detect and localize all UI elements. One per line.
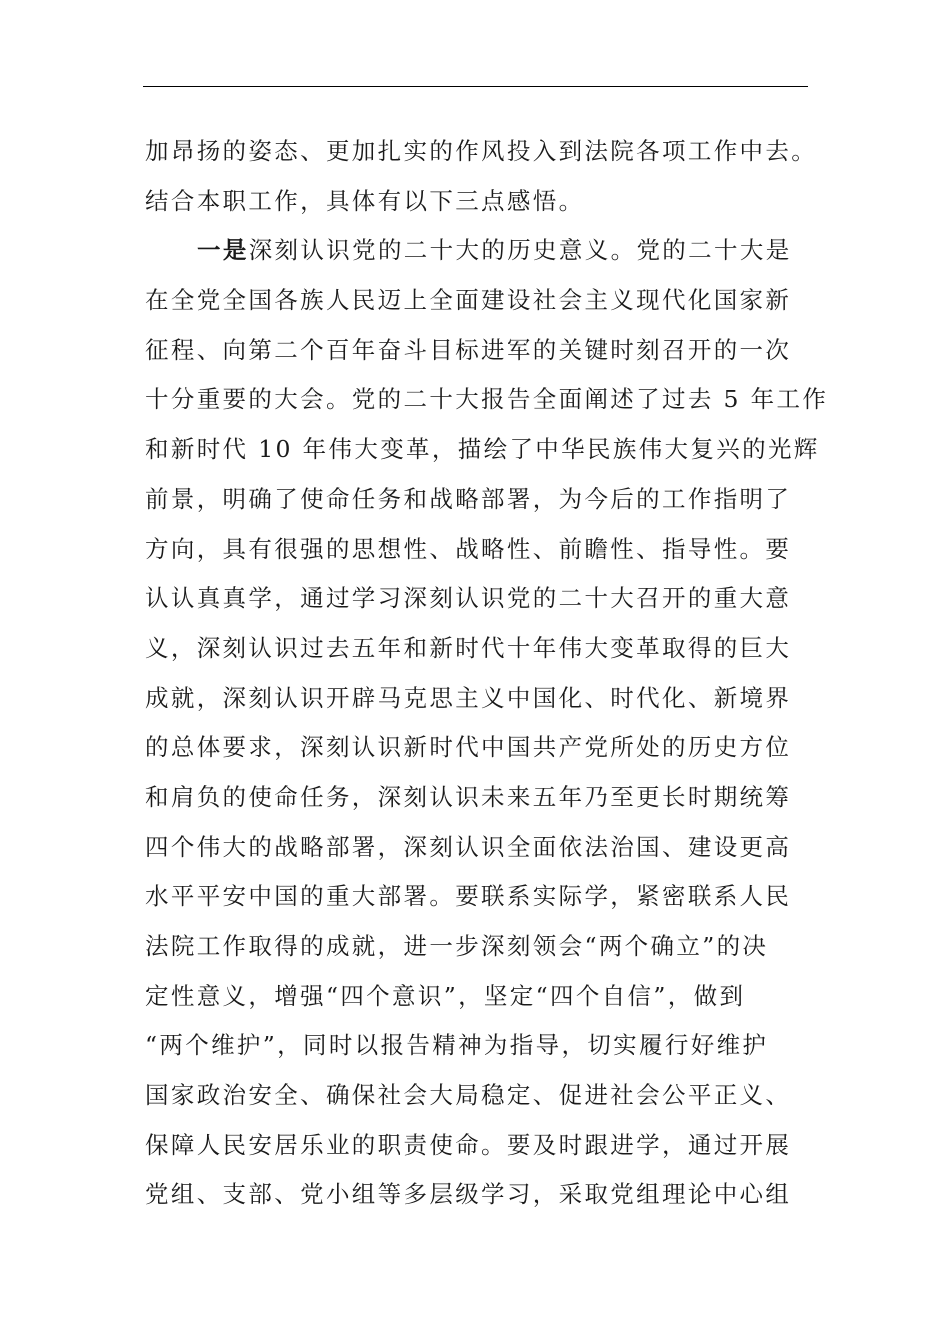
text-line: 四个伟大的战略部署，深刻认识全面依法治国、建设更高 [145, 832, 792, 861]
text-line: 义，深刻认识过去五年和新时代十年伟大变革取得的巨大 [145, 633, 792, 662]
text-line: 十分重要的大会。党的二十大报告全面阐述了过去 5 年工作 [145, 385, 829, 414]
text-line: 成就，深刻认识开辟马克思主义中国化、时代化、新境界 [145, 683, 792, 712]
text-line: 认认真真学，通过学习深刻认识党的二十大召开的重大意 [145, 584, 792, 613]
text-line: 定性意义，增强“四个意识”，坚定“四个自信”，做到 [145, 981, 746, 1010]
text-line: 方向，具有很强的思想性、战略性、前瞻性、指导性。要 [145, 534, 792, 563]
paragraph-first-line [145, 226, 810, 276]
text-line: “两个维护”，同时以报告精神为指导，切实履行好维护 [145, 1031, 769, 1060]
text-line: 和新时代 10 年伟大变革，描绘了中华民族伟大复兴的光辉 [145, 435, 820, 464]
text-line: 法院工作取得的成就，进一步深刻领会“两个确立”的决 [145, 932, 769, 960]
text-line: 前景，明确了使命任务和战略部署，为今后的工作指明了 [145, 484, 792, 513]
paragraph-lead: 一是 [197, 236, 249, 265]
text-line: 党组、支部、党小组等多层级学习，采取党组理论中心组 [145, 1180, 792, 1209]
document-body [145, 127, 829, 1220]
text-line: 国家政治安全、确保社会大局稳定、促进社会公平正义、 [145, 1081, 792, 1110]
text-line: 和肩负的使命任务，深刻认识未来五年乃至更长时期统筹 [145, 782, 792, 811]
text-line: 征程、向第二个百年奋斗目标进军的关键时刻召开的一次 [145, 335, 792, 364]
text-line: 保障人民安居乐业的职责使命。要及时跟进学，通过开展 [145, 1130, 792, 1159]
header-rule [143, 86, 808, 87]
text-line: 水平平安中国的重大部署。要联系实际学，紧密联系人民 [145, 882, 792, 911]
text-line: 的总体要求，深刻认识新时代中国共产党所处的历史方位 [145, 733, 792, 762]
text-line: 加昂扬的姿态、更加扎实的作风投入到法院各项工作中去。 [145, 137, 818, 165]
text-line: 深刻认识党的二十大的历史意义。党的二十大是 [248, 236, 792, 265]
text-line: 在全党全国各族人民迈上全面建设社会主义现代化国家新 [145, 286, 792, 315]
text-line: 结合本职工作，具体有以下三点感悟。 [145, 186, 585, 215]
